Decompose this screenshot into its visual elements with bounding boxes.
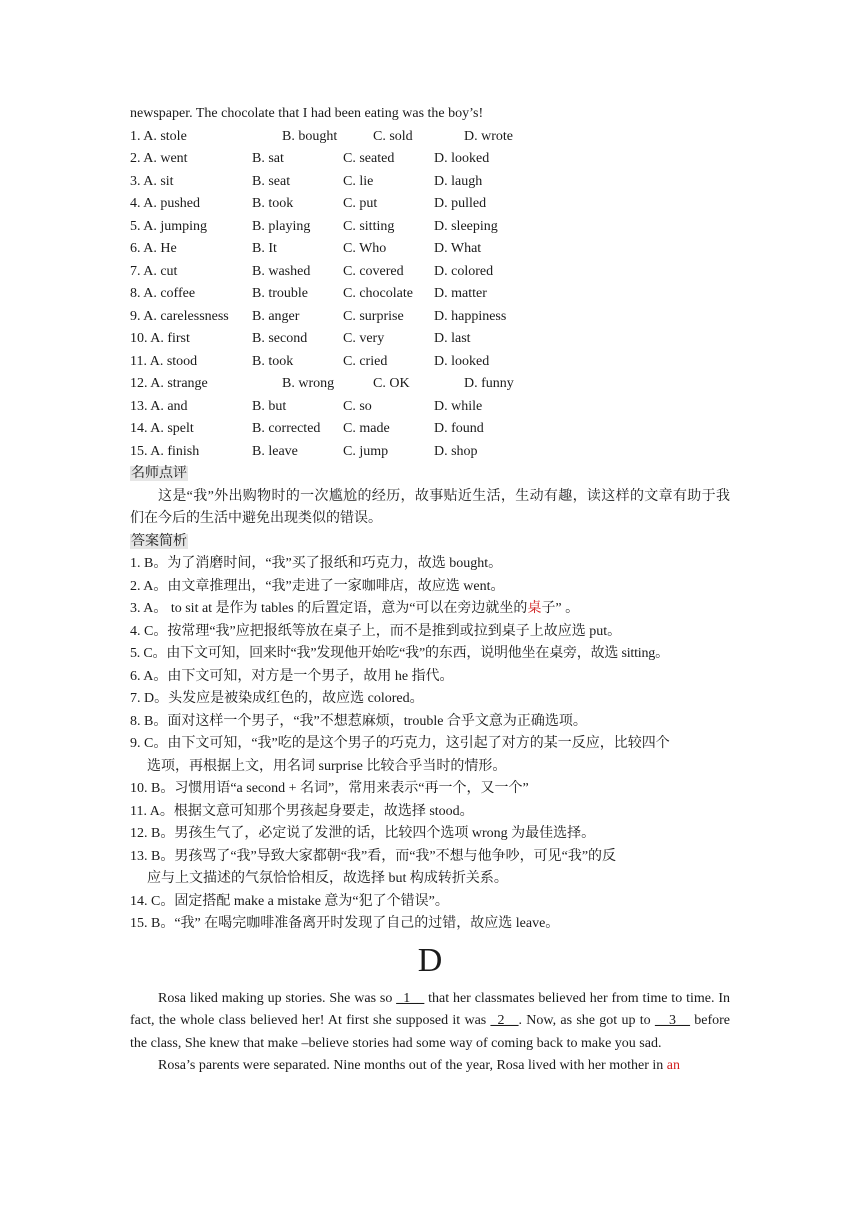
blank: __3__ [654,1013,690,1028]
option-d: D. laugh [434,173,483,189]
answer-item: 10. B。习惯用语“a second + 名词”，常用来表示“再一个，又一个” [130,781,529,796]
option-row [130,261,730,284]
option-b: B. second [252,331,308,346]
comment-text: 这是“我”外出购物时的一次尴尬的经历，故事贴近生活，生动有趣，读这样的文章有助于我们在今后的生活中避免出现类似的错误。 [130,488,730,526]
passage-paragraph [130,988,730,1056]
option-row [130,171,730,194]
passage-text: that her classmates believed her from time to time. In fact, the whole class believed her! At first she supposed it was [130,990,730,1028]
option-b: B. anger [252,308,300,324]
option-c: C. seated [343,151,395,166]
answer-item: 15. B。“我” 在喝完咖啡准备离开时发现了自己的过错，故应选 leave。 [130,916,560,931]
option-row [130,238,730,261]
answer-heading: 答案简析 [131,533,187,549]
answer-list [130,553,730,936]
option-n: 2. A. went [130,151,188,166]
option-b: B. took [252,353,294,369]
passage-text: Rosa’s parents were separated. Nine months out of the year, Rosa lived with her mother in [158,1058,667,1073]
option-d: D. found [434,421,484,436]
option-c: C. covered [343,263,404,279]
option-row [130,328,730,351]
option-c: C. put [343,196,378,211]
option-d: D. shop [434,443,478,459]
option-d: D. pulled [434,196,487,211]
answer-item: 12. B。男孩生气了，必定说了发泄的话，比较四个选项 wrong 为最佳选择。 [130,826,596,841]
answer-item: 7. D。头发应是被染成红色的，故应选 colored。 [130,691,424,706]
passage-paragraph [130,1055,730,1078]
option-n: 1. A. stole [130,128,187,144]
option-row [130,193,730,216]
option-b: B. It [252,241,277,256]
option-d: D. last [434,331,471,346]
option-c: C. sitting [343,218,395,234]
option-d: D. looked [434,151,490,166]
option-c: C. jump [343,443,389,459]
option-n: 10. A. first [130,331,190,346]
option-n: 14. A. spelt [130,421,194,436]
passage-text: before the class, She knew that make –believe stories had some way of coming back to make you sad. [130,1013,730,1051]
option-d: D. wrote [464,128,513,144]
answer-item-continuation: 选项，再根据上文，用名词 surprise 比较合乎当时的情形。 [147,758,507,774]
answer-item: 5. C。由下文可知，回来时“我”发现他开始吃“我”的东西，说明他坐在桌旁，故选 sitting。 [130,646,669,661]
option-row [130,441,730,464]
option-n: 8. A. coffee [130,286,196,301]
option-d: D. while [434,398,483,414]
option-b: B. leave [252,443,298,459]
option-row [130,373,730,396]
option-c: C. Who [343,241,387,256]
answer-item: 14. C。固定搭配 make a mistake 意为“犯了个错误”。 [130,893,449,909]
answer-item: 1. B。为了消磨时间，“我”买了报纸和巧克力，故选 bought。 [130,556,503,571]
option-n: 11. A. stood [130,353,198,369]
answer-item-continuation: 应与上文描述的气氛恰恰相反，故选择 but 构成转折关系。 [147,871,508,886]
option-b: B. trouble [252,286,308,301]
intro-line: newspaper. The chocolate that I had been eating was the boy’s! [130,106,484,121]
option-n: 4. A. pushed [130,196,200,211]
options-list [130,126,730,464]
document-page [130,103,730,1078]
option-d: D. happiness [434,308,507,324]
option-n: 9. A. carelessness [130,308,229,324]
option-c: C. lie [343,173,374,189]
option-b: B. wrong [282,376,335,391]
option-n: 6. A. He [130,241,177,256]
option-c: C. very [343,331,385,346]
answer-heading-row [130,531,730,554]
option-b: B. washed [252,263,311,279]
option-row [130,283,730,306]
option-b: B. but [252,398,287,414]
comment-heading: 名师点评 [131,466,187,481]
answer-item: 13. B。男孩骂了“我”导致大家都朝“我”看，而“我”不想与他争吵，可见“我”的反 [130,848,617,864]
comment-heading-row [130,463,730,486]
option-c: C. so [343,398,372,414]
answer-item: 11. A。根据文意可知那个男孩起身要走，故选择 stood。 [130,803,474,819]
option-c: C. cried [343,353,388,369]
option-d: D. looked [434,353,490,369]
option-b: B. playing [252,218,311,234]
answer-item: 8. B。面对这样一个男子，“我”不想惹麻烦，trouble 合乎文意为正确选项。 [130,713,587,729]
section-letter: D [417,941,443,979]
option-n: 5. A. jumping [130,218,208,234]
option-c: C. made [343,421,390,436]
option-row [130,148,730,171]
option-b: B. sat [252,151,284,166]
answer-item: 9. C。由下文可知，“我”吃的是这个男子的巧克力，这引起了对方的某一反应，比较四个 [130,736,670,751]
option-n: 3. A. sit [130,173,174,189]
option-b: B. seat [252,173,291,189]
option-d: D. sleeping [434,218,498,234]
option-row [130,306,730,329]
blank: _2__ [490,1013,519,1028]
option-d: D. funny [464,376,514,391]
passage-text: . Now, as she got up to [518,1013,655,1028]
option-d: D. matter [434,286,487,301]
option-b: B. took [252,196,294,211]
blank: _1__ [396,990,425,1006]
passage-text: Rosa liked making up stories. She was so [158,990,397,1006]
answer-item: 6. A。由下文可知，对方是一个男子，故用 he 指代。 [130,668,454,684]
option-b: B. bought [282,128,338,144]
option-d: D. colored [434,263,494,279]
option-row [130,216,730,239]
option-n: 7. A. cut [130,263,178,279]
option-b: B. corrected [252,421,321,436]
answer-text: 子” 。 [541,601,580,616]
answer-text: 3. A。 to sit at 是作为 tables 的后置定语，意为“可以在旁边就坐的 [130,601,528,616]
option-n: 13. A. and [130,398,188,414]
option-c: C. sold [373,128,413,144]
option-n: 12. A. strange [130,376,208,391]
answer-item: 4. C。按常理“我”应把报纸等放在桌子上，而不是推到或拉到桌子上故应选 put。 [130,623,622,639]
option-row [130,126,730,149]
option-c: C. surprise [343,308,404,324]
red-highlight: an [666,1058,680,1073]
red-highlight: 桌 [527,601,542,616]
option-d: D. What [434,241,482,256]
option-row [130,396,730,419]
option-n: 15. A. finish [130,443,200,459]
answer-item: 2. A。由文章推理出，“我”走进了一家咖啡店，故应选 went。 [130,578,505,594]
option-row [130,418,730,441]
option-c: C. OK [373,376,410,391]
option-row [130,351,730,374]
option-c: C. chocolate [343,286,413,301]
answer-item [130,598,730,621]
